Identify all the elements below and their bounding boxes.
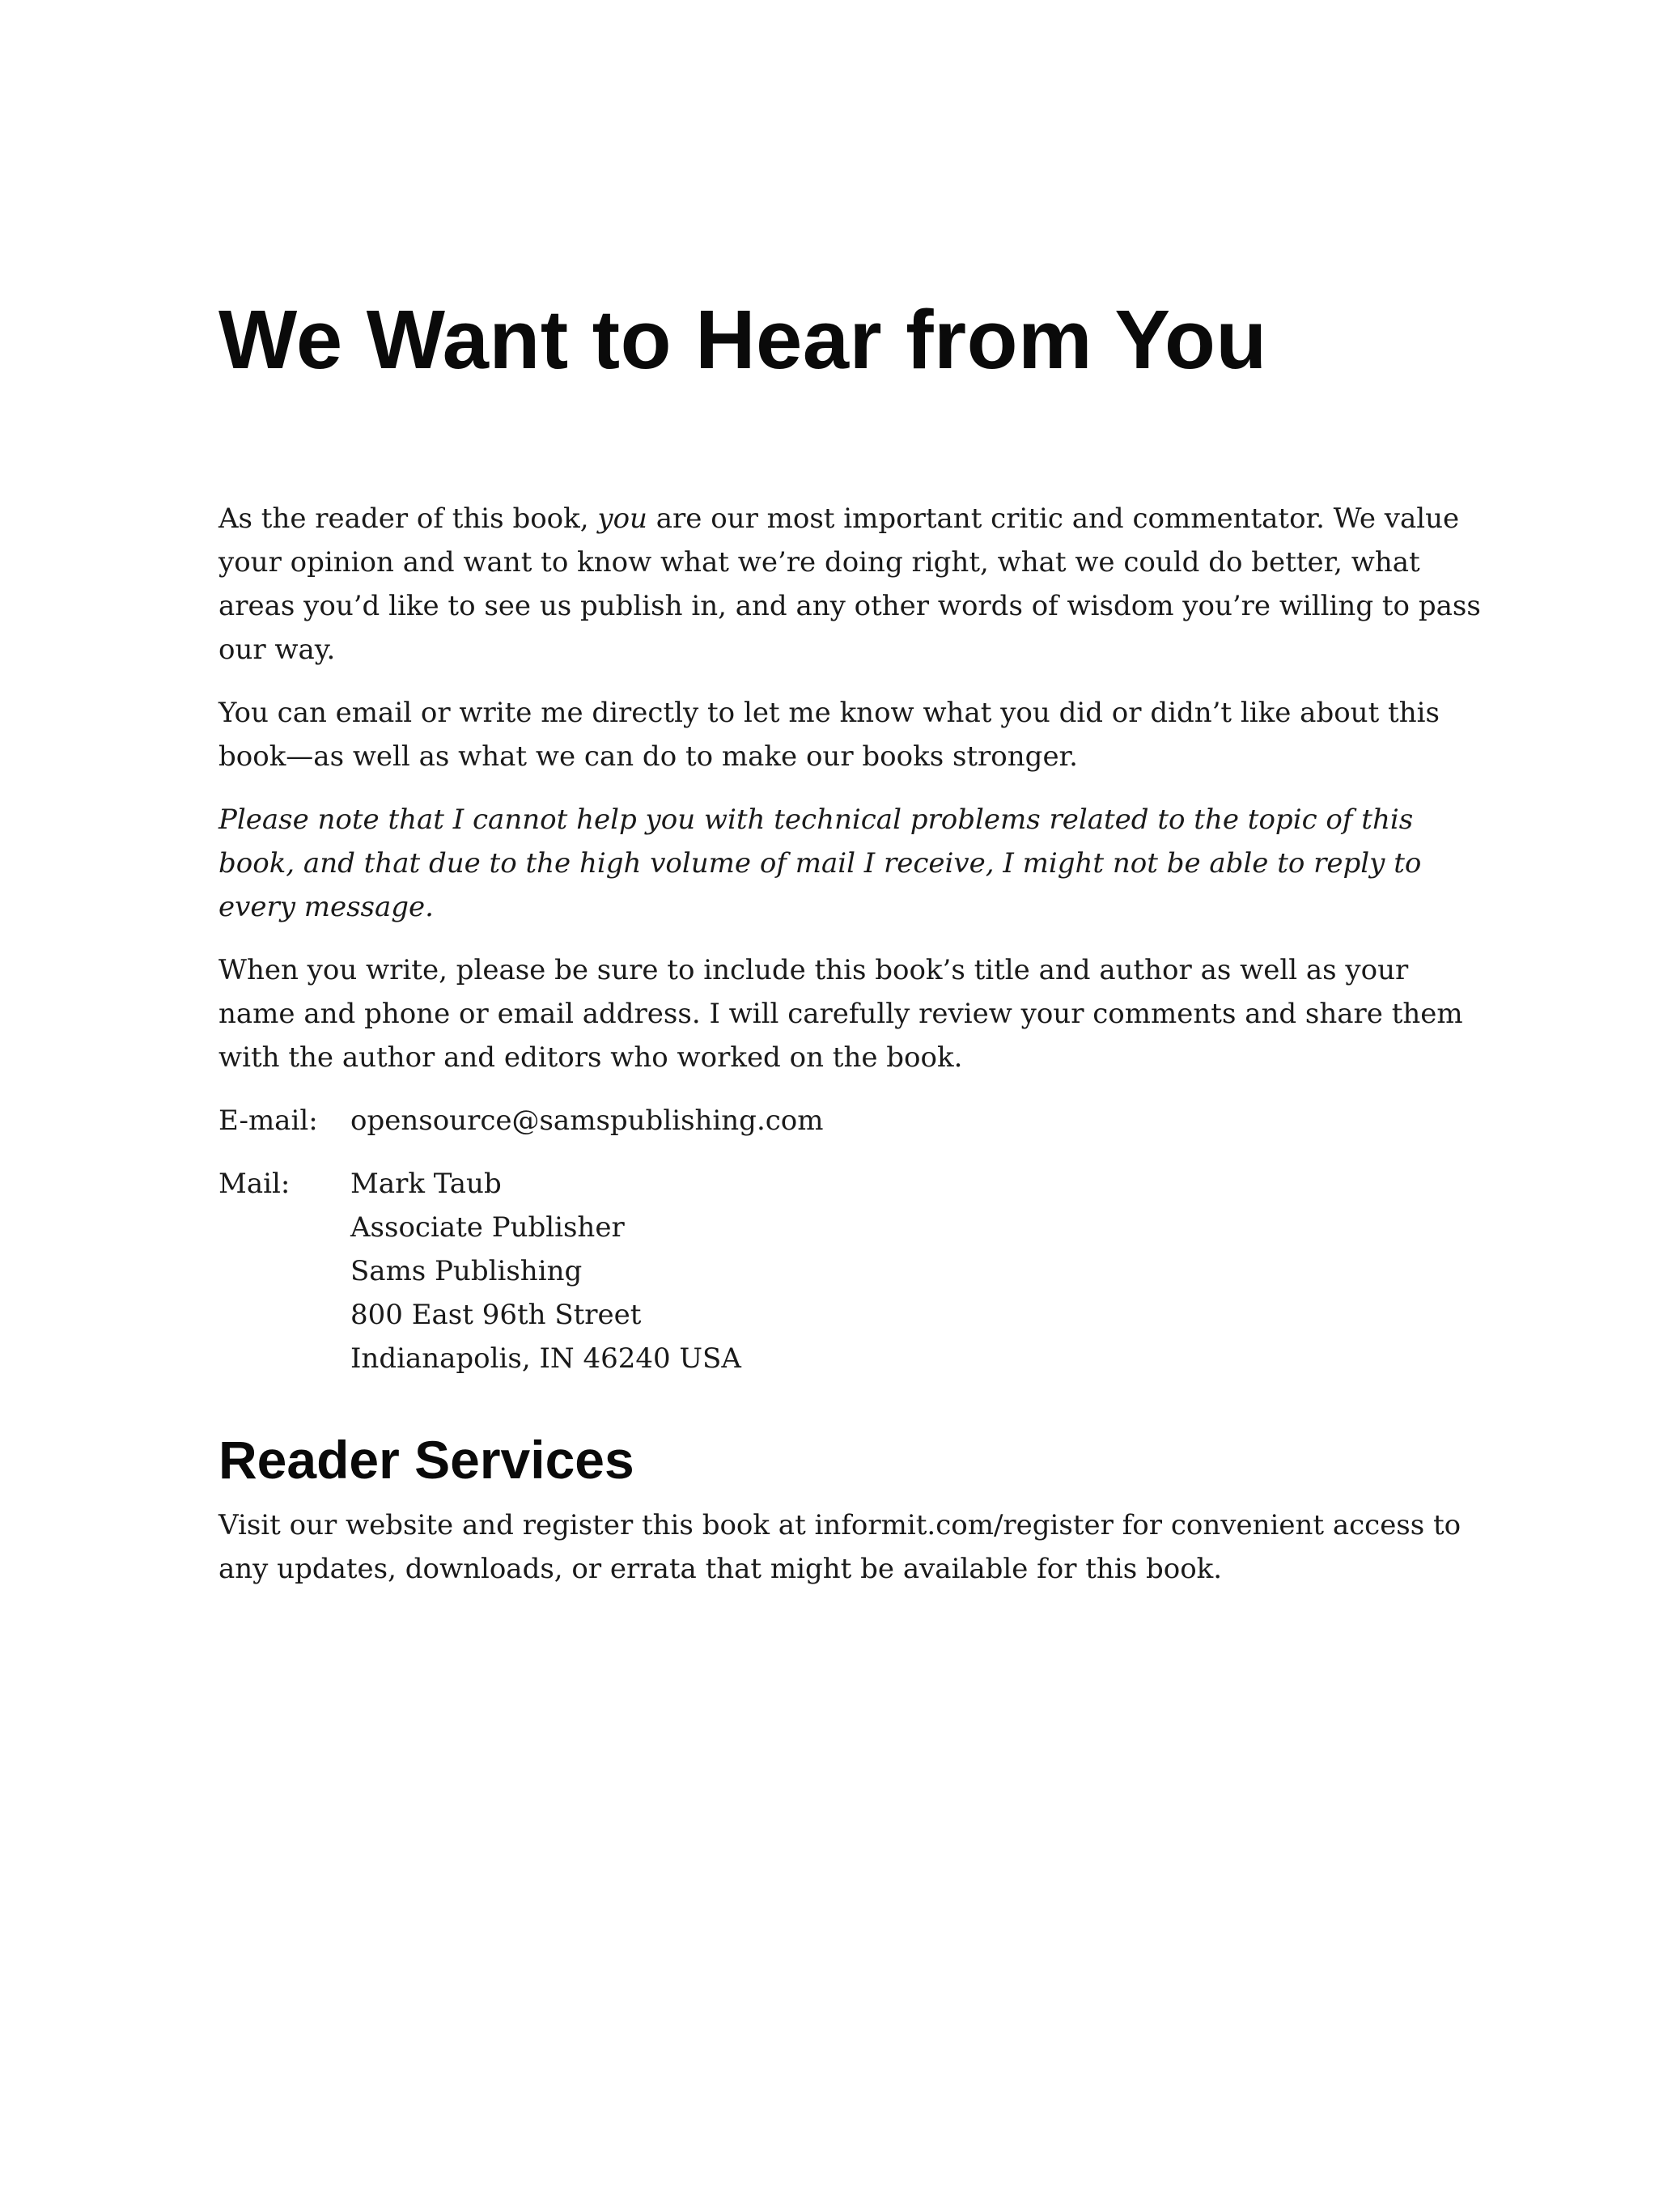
email-label: E-mail: — [218, 1104, 318, 1137]
disclaimer-note: Please note that I cannot help you with technical problems related to the topic of this book, and that due to the high volume of mail I receive, I might not be able to reply to every message. — [218, 803, 1422, 923]
address-line-name: Mark Taub — [350, 1168, 502, 1200]
page-title: We Want to Hear from You — [218, 293, 1267, 386]
address-line-street: 800 East 96th Street — [350, 1299, 642, 1331]
email-paragraph: You can email or write me directly to let me know what you did or didn’t like about this book—as well as what we can do to make our books stronger. — [218, 697, 1440, 773]
intro-text-start: As the reader of this book, — [218, 502, 598, 535]
mailing-address — [350, 1162, 1481, 1380]
page-content — [218, 291, 1481, 1610]
address-line-title: Associate Publisher — [350, 1211, 625, 1244]
reader-services-paragraph: Visit our website and register this book at informit.com/register for convenient access to any updates, downloads, or errata that might be available for this book. — [218, 1509, 1462, 1585]
email-address: opensource@samspublishing.com — [350, 1104, 824, 1137]
mail-label: Mail: — [218, 1168, 291, 1200]
address-line-company: Sams Publishing — [350, 1255, 583, 1287]
address-line-city: Indianapolis, IN 46240 USA — [350, 1342, 741, 1375]
email-contact-row — [218, 1099, 1481, 1143]
reader-services-heading: Reader Services — [218, 1430, 634, 1490]
mail-contact-row — [218, 1162, 1481, 1380]
intro-emphasis: you — [597, 502, 647, 535]
intro-paragraph — [218, 497, 1481, 672]
intro-text-end: are our most important critic and commentator. We value your opinion and want to know what we’re doing right, what we could do better, what areas you’d like to see us publish in, and any other words of wisdom you’re willing to pass our way. — [218, 502, 1481, 666]
write-paragraph: When you write, please be sure to include this book’s title and author as well as your name and phone or email address. I will carefully review your comments and share them with the author and editors who worked on the book. — [218, 954, 1463, 1074]
